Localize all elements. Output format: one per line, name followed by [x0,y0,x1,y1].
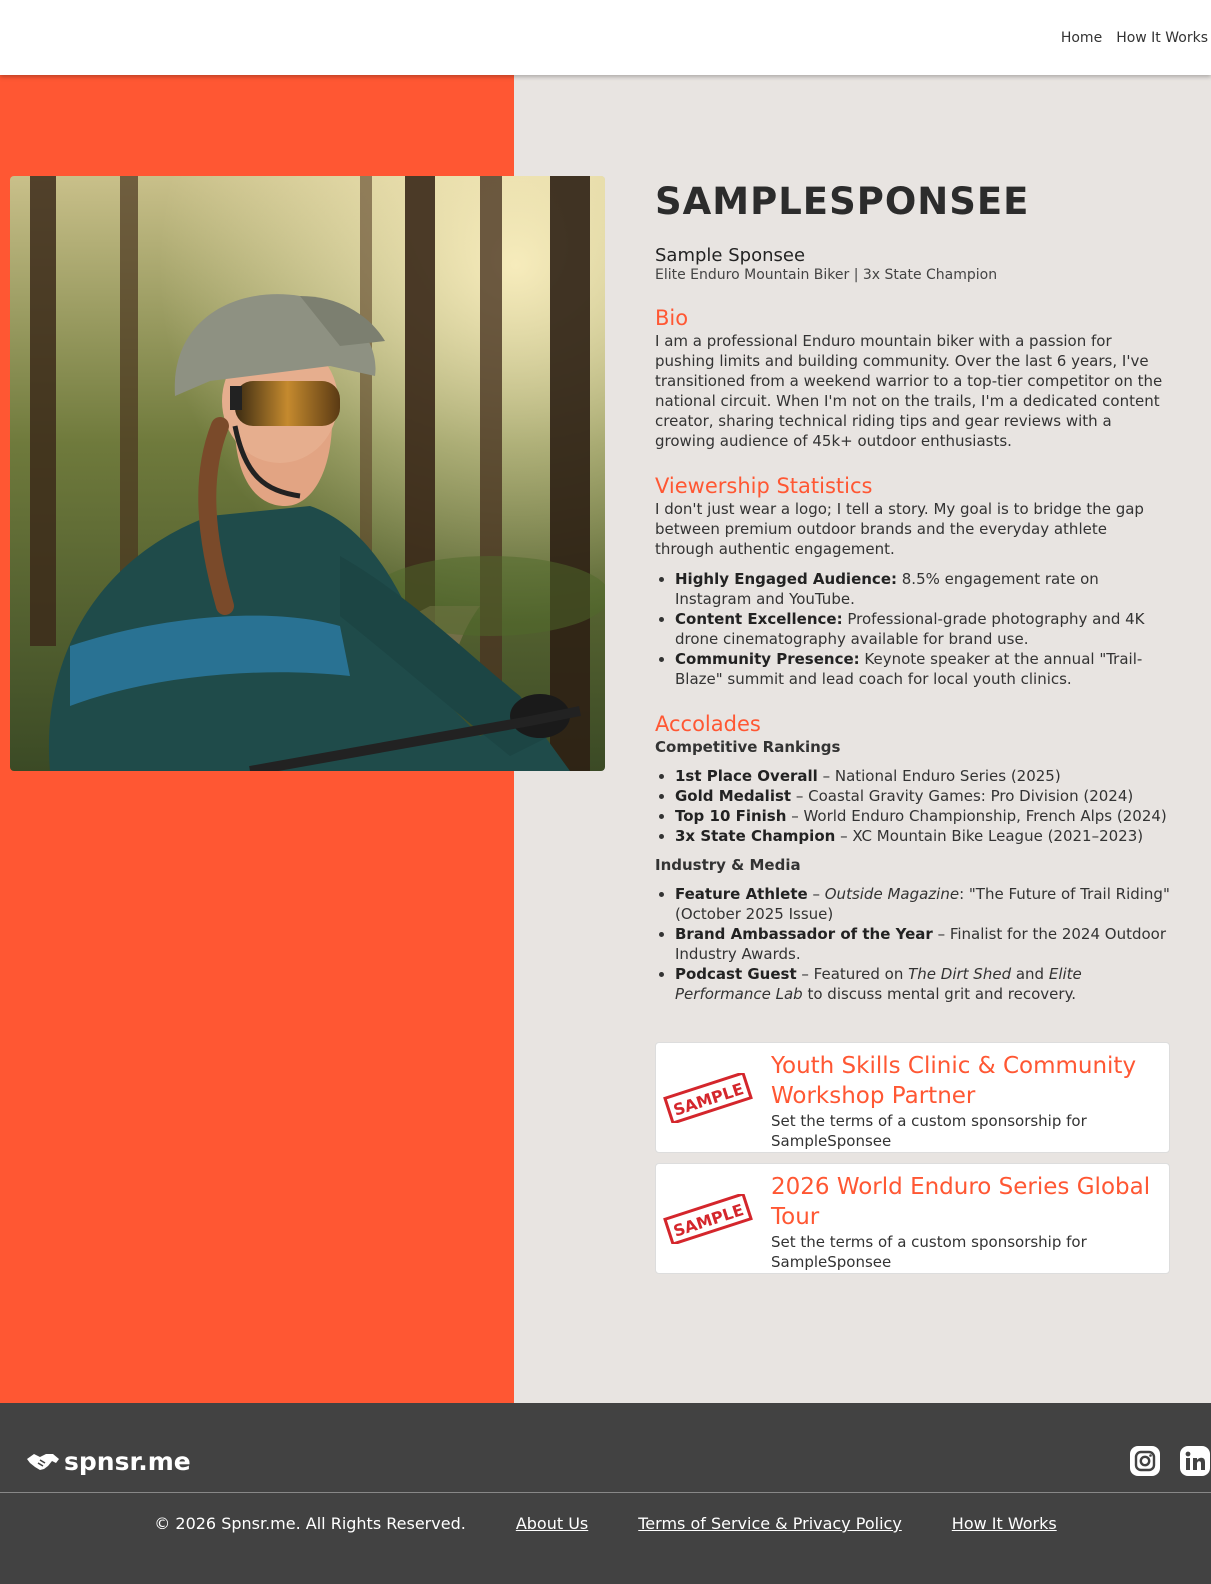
rankings-heading: Competitive Rankings [655,738,841,756]
footer-logo[interactable] [26,1447,191,1476]
list-item-label: Feature Athlete [675,885,808,903]
list-item [675,786,1170,806]
list-item-label: Podcast Guest [675,965,797,983]
copyright-text: © 2026 Spnsr.me. All Rights Reserved. [154,1514,466,1533]
list-item-text: – Finalist for the 2024 Outdoor Industry Awards. [675,925,1167,963]
media-heading: Industry & Media [655,856,801,874]
list-item-text: – [807,885,825,903]
handshake-icon [26,1450,60,1474]
list-item-text: – National Enduro Series (2025) [817,767,1061,785]
sponsorship-cards [655,1042,1170,1274]
list-item-text: – World Enduro Championship, French Alps (2024) [786,807,1167,825]
podcast-title: Elite Performance Lab [675,965,1082,1003]
publication-title: Outside Magazine [824,885,960,903]
list-item-text: : "The Future of Trail Riding" (October 2025 Issue) [675,885,1170,923]
rankings-list [655,766,1170,846]
list-item-text: 8.5% engagement rate on Instagram and YouTube. [675,570,1099,608]
viewership-list [655,569,1170,689]
sponsorship-title[interactable]: Youth Skills Clinic & Community Workshop Partner [771,1053,1137,1109]
nav-how-it-works-link[interactable]: How It Works [1116,30,1208,46]
profile-display-name: Sample Sponsee [655,245,806,266]
footer-logo-text: spnsr.me [64,1447,191,1476]
sample-stamp-icon [661,1194,755,1244]
stamp-label: SAMPLE [670,1200,746,1241]
profile-handle: SAMPLESPONSEE [655,180,1030,223]
list-item-label: Gold Medalist [675,787,792,805]
nav-home-link[interactable]: Home [1060,30,1103,46]
sample-stamp-icon [661,1073,755,1123]
list-item [675,884,1170,924]
about-us-link[interactable]: About Us [515,1514,589,1533]
sponsorship-card[interactable] [655,1042,1170,1153]
list-item-text: – XC Mountain Bike League (2021–2023) [835,827,1144,845]
linkedin-icon[interactable] [1179,1445,1211,1477]
top-nav [0,0,1211,75]
bio-heading: Bio [655,306,689,330]
list-item-text: Keynote speaker at the annual "Trail-Blaze" summit and lead coach for local youth clinics. [675,650,1143,688]
list-item-label: Community Presence: [675,650,860,668]
list-item [675,569,1170,609]
list-item-label: 1st Place Overall [675,767,818,785]
sponsorship-description: Set the terms of a custom sponsorship for SampleSponsee [771,1233,1087,1271]
footer-bottom-bar [0,1492,1211,1584]
instagram-icon[interactable] [1129,1445,1161,1477]
footer-links [0,1514,1211,1533]
list-item [675,609,1170,649]
terms-privacy-link[interactable]: Terms of Service & Privacy Policy [638,1514,902,1533]
list-item-text: Professional-grade photography and 4K drone cinematography available for brand use. [675,610,1145,648]
profile-content [655,180,1170,1274]
list-item-text: to discuss mental grit and recovery. [802,985,1077,1003]
list-item-label: Content Excellence: [675,610,843,628]
list-item [675,806,1170,826]
list-item [675,964,1170,1004]
list-item-label: 3x State Champion [675,827,836,845]
list-item-text: – Featured on [796,965,909,983]
list-item-text: and [1011,965,1049,983]
profile-photo-illustration [10,176,605,771]
list-item-label: Highly Engaged Audience: [675,570,897,588]
accolades-heading: Accolades [655,712,761,736]
bio-text: I am a professional Enduro mountain biker with a passion for pushing limits and building community. Over the last 6 years, I've transitioned from a weekend warrior to a top-tier competitor on the national circuit. When I'm not on the trails, I'm a dedicated content creator, sharing technical riding tips and gear reviews with a growing audience of 45k+ outdoor enthusiasts. [655,332,1163,450]
nav-links [1061,30,1208,46]
list-item-label: Brand Ambassador of the Year [675,925,933,943]
sponsorship-title[interactable]: 2026 World Enduro Series Global Tour [771,1174,1151,1230]
podcast-title: The Dirt Shed [908,965,1012,983]
viewership-intro: I don't just wear a logo; I tell a story. My goal is to bridge the gap between premium outdoor brands and the everyday athlete through authentic engagement. [655,500,1144,558]
media-list [655,884,1170,1004]
list-item [675,826,1170,846]
viewership-heading: Viewership Statistics [655,474,873,498]
list-item [675,649,1170,689]
footer-how-it-works-link[interactable]: How It Works [951,1514,1057,1533]
profile-photo [10,176,605,771]
sponsorship-card[interactable] [655,1163,1170,1274]
stamp-label: SAMPLE [670,1079,746,1120]
profile-tagline: Elite Enduro Mountain Biker | 3x State Champion [655,267,998,283]
list-item [675,924,1170,964]
list-item [675,766,1170,786]
list-item-label: Top 10 Finish [675,807,787,825]
sponsorship-description: Set the terms of a custom sponsorship for SampleSponsee [771,1112,1087,1150]
list-item-text: – Coastal Gravity Games: Pro Division (2024) [791,787,1134,805]
